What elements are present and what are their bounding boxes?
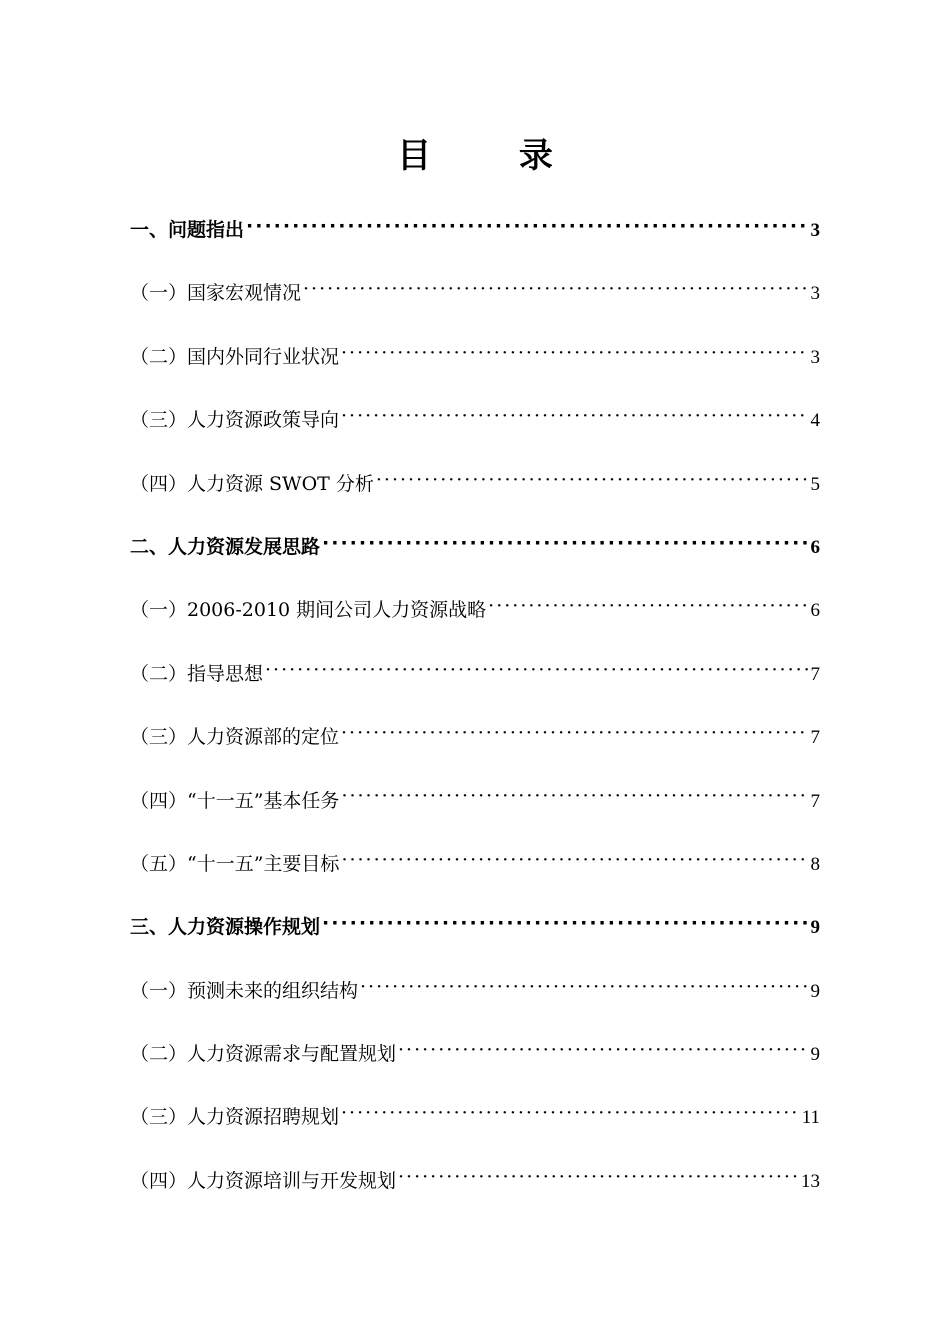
toc-entry[interactable] (130, 976, 820, 1039)
toc-page-number: 7 (810, 727, 820, 749)
toc-page-number: 6 (810, 536, 820, 558)
dot-leader (341, 724, 808, 743)
dot-leader (376, 471, 809, 490)
toc-page-number: 11 (801, 1107, 820, 1129)
toc-entry-label: （三）人力资源政策导向 (130, 409, 340, 432)
toc-entry[interactable] (130, 786, 820, 849)
toc-entry-label: （二）人力资源需求与配置规划 (130, 1043, 397, 1066)
toc-entry-label: （一）2006-2010 期间公司人力资源战略 (130, 599, 487, 622)
toc-entry[interactable] (130, 469, 820, 532)
toc-entry[interactable] (130, 1039, 820, 1102)
toc-entry-label: （四）人力资源 SWOT 分析 (130, 472, 374, 495)
toc-entry-label: （一）预测未来的组织结构 (130, 979, 359, 1002)
dot-leader (246, 217, 808, 236)
toc-page-number: 7 (810, 790, 820, 812)
dot-leader (341, 344, 808, 363)
dot-leader (360, 978, 808, 997)
dot-leader (265, 661, 808, 680)
toc-page-number: 5 (810, 473, 820, 495)
toc-entry-label: （一）国家宏观情况 (130, 282, 302, 305)
toc-page-number: 13 (801, 1170, 820, 1192)
toc-entry-label: 一、问题指出 (130, 219, 245, 241)
toc-page-number: 9 (810, 917, 820, 939)
toc-page-number: 3 (810, 346, 820, 368)
dot-leader (341, 788, 808, 807)
toc-entry-label: （三）人力资源部的定位 (130, 726, 340, 749)
dot-leader (341, 851, 808, 870)
toc-entry-label: 三、人力资源操作规划 (130, 916, 321, 939)
dot-leader (341, 407, 808, 426)
dot-leader (322, 914, 808, 933)
table-of-contents (130, 215, 820, 1229)
toc-page-number: 9 (810, 980, 820, 1002)
toc-entry[interactable] (130, 659, 820, 722)
toc-page-number: 7 (810, 663, 820, 685)
dot-leader (322, 534, 808, 553)
dot-leader (398, 1041, 808, 1060)
toc-entry[interactable] (130, 215, 820, 278)
toc-entry-label: 二、人力资源发展思路 (130, 535, 321, 558)
toc-page-number: 9 (810, 1044, 820, 1066)
toc-page-number: 8 (810, 853, 820, 875)
dot-leader (398, 1168, 799, 1187)
toc-entry[interactable] (130, 595, 820, 658)
toc-entry-label: （三）人力资源招聘规划 (130, 1106, 340, 1129)
toc-page-number: 6 (810, 600, 820, 622)
toc-page-number: 3 (810, 220, 820, 241)
toc-page-number: 3 (810, 283, 820, 305)
toc-entry-label: （二）指导思想 (130, 662, 264, 685)
toc-entry[interactable] (130, 1102, 820, 1165)
toc-entry[interactable] (130, 1166, 820, 1229)
dot-leader (341, 1104, 800, 1123)
page-title: 目 录 (397, 136, 591, 176)
toc-entry[interactable] (130, 912, 820, 975)
toc-entry[interactable] (130, 532, 820, 595)
toc-entry[interactable] (130, 722, 820, 785)
toc-entry[interactable] (130, 342, 820, 405)
toc-entry[interactable] (130, 278, 820, 341)
dot-leader (488, 597, 808, 616)
toc-page-number: 4 (810, 410, 820, 432)
toc-entry[interactable] (130, 405, 820, 468)
toc-entry-label: （二）国内外同行业状况 (130, 345, 340, 368)
toc-entry-label: （五）“十一五”主要目标 (130, 852, 340, 875)
dot-leader (303, 280, 808, 299)
toc-entry[interactable] (130, 849, 820, 912)
toc-entry-label: （四）人力资源培训与开发规划 (130, 1169, 397, 1192)
toc-entry-label: （四）“十一五”基本任务 (130, 789, 340, 812)
